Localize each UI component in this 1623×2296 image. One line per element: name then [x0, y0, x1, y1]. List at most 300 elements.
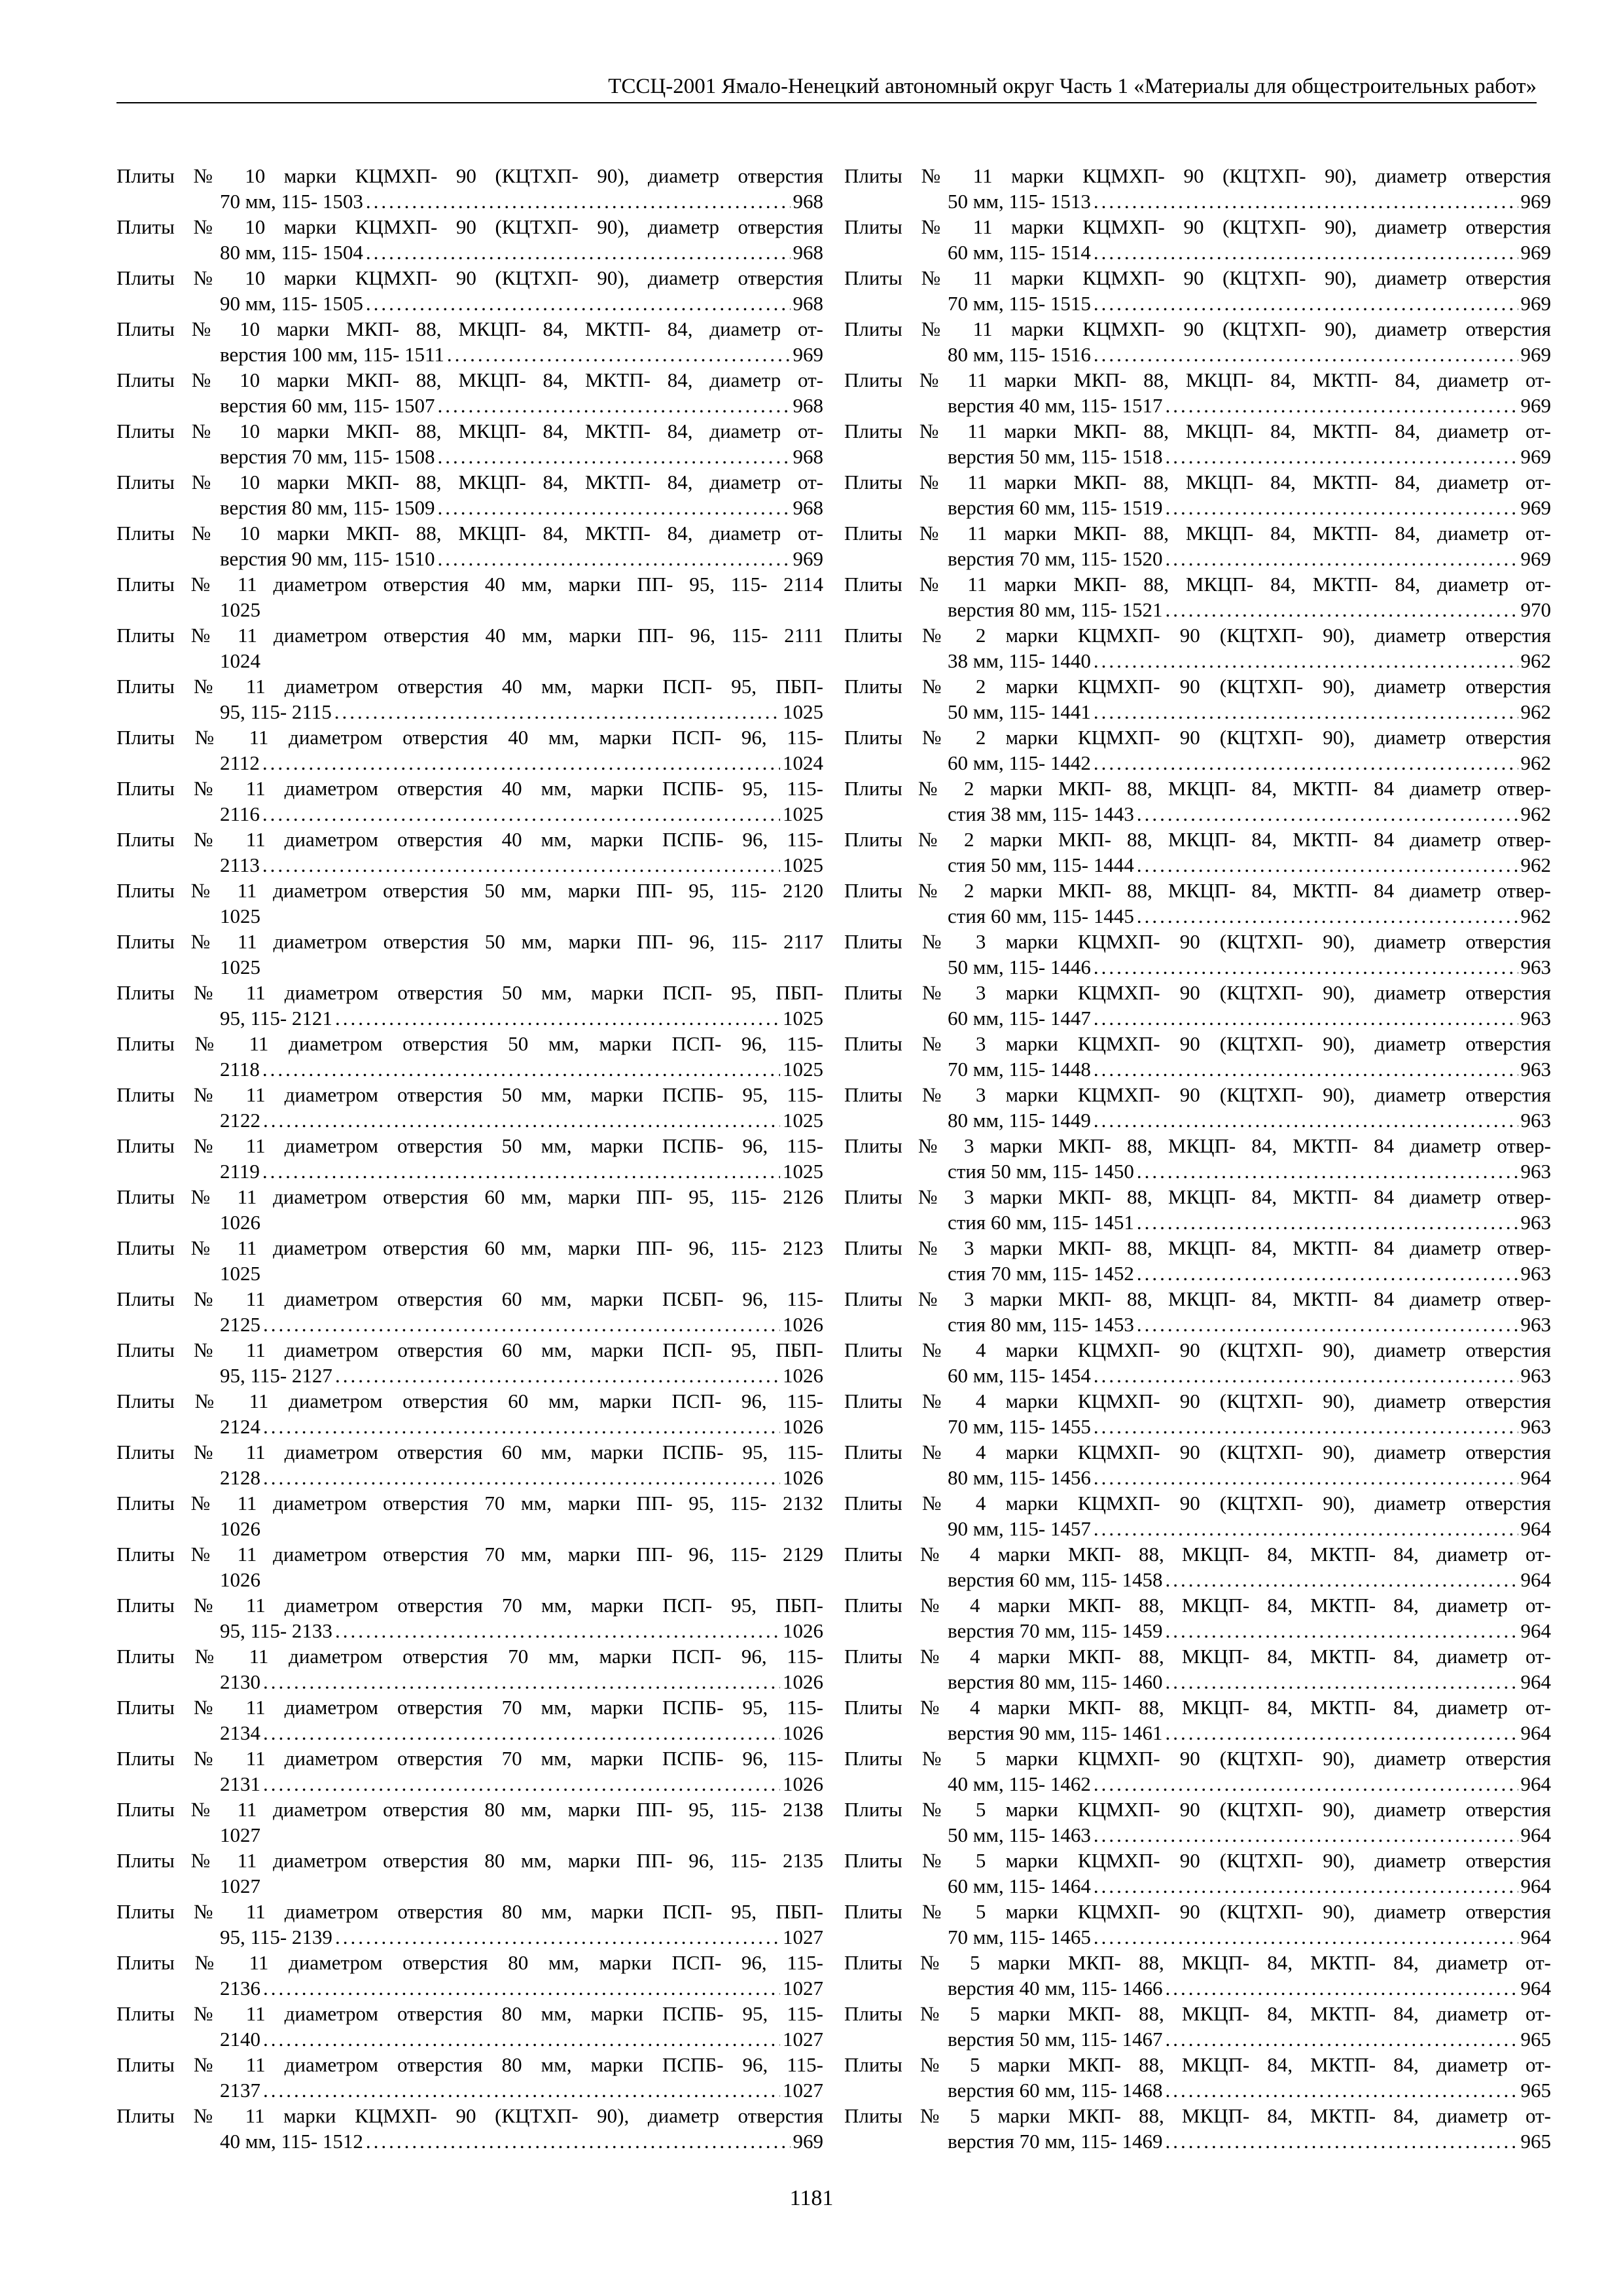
- index-entry-title: Плиты № 2 марки КЦМХП- 90 (КЦТХП- 90), диаметр отверстия: [844, 726, 1551, 749]
- index-entry-code: 2118: [220, 1058, 260, 1081]
- index-entry-code: верстия 40 мм, 115- 1517: [948, 394, 1163, 417]
- index-entry: [844, 827, 1551, 878]
- index-entry-title: Плиты № 11 диаметром отверстия 50 мм, марки ПП- 96, 115- 2117: [116, 930, 823, 953]
- index-entry-title: Плиты № 11 диаметром отверстия 60 мм, марки ПП- 96, 115- 2123: [116, 1236, 823, 1259]
- dot-leader: [1094, 1363, 1518, 1388]
- index-entry-page: 969: [1520, 547, 1551, 570]
- index-entry-page: 963: [1520, 956, 1551, 978]
- index-entry: [116, 622, 823, 673]
- index-entry-title: Плиты № 11 диаметром отверстия 50 мм, марки ПП- 95, 115- 2120: [116, 879, 823, 902]
- index-entry-code: верстия 60 мм, 115- 1458: [948, 1568, 1163, 1591]
- index-entry-page: 964: [1520, 1466, 1551, 1489]
- index-entry: [116, 725, 823, 776]
- index-entry-page: 963: [1520, 1262, 1551, 1285]
- index-entry-continuation: [116, 1363, 823, 1388]
- index-entry: [116, 1797, 823, 1848]
- index-entry: [844, 1388, 1551, 1439]
- dot-leader: [1166, 1975, 1518, 2001]
- index-entry-code: 1026: [220, 1517, 260, 1540]
- index-entry-title: Плиты № 11 диаметром отверстия 70 мм, марки ПСП- 96, 115-: [116, 1645, 823, 1668]
- dot-leader: [366, 2128, 791, 2154]
- index-entry-page: 964: [1520, 1772, 1551, 1795]
- index-entry-continuation: [844, 1618, 1551, 1643]
- index-entry-title: Плиты № 5 марки КЦМХП- 90 (КЦТХП- 90), диаметр отверстия: [844, 1900, 1551, 1923]
- index-entry-code: 40 мм, 115- 1462: [948, 1772, 1091, 1795]
- index-entry: [116, 1746, 823, 1797]
- index-entry-continuation: [116, 546, 823, 571]
- dot-leader: [1094, 1107, 1518, 1133]
- index-entry-page: 1026: [783, 1364, 823, 1387]
- dot-leader: [366, 240, 791, 265]
- index-entry-continuation: [116, 1005, 823, 1031]
- index-entry: [116, 469, 823, 520]
- dot-leader: [263, 1465, 780, 1490]
- index-entry-code: 70 мм, 115- 1515: [948, 292, 1091, 315]
- index-entry-page: 964: [1520, 1721, 1551, 1744]
- index-entry-continuation: [116, 1975, 823, 2001]
- dot-leader: [1166, 2128, 1518, 2154]
- index-entry: [116, 2052, 823, 2103]
- index-entry-page: 968: [793, 241, 823, 264]
- index-entry-continuation: [844, 648, 1551, 673]
- index-entry-code: верстия 90 мм, 115- 1510: [220, 547, 435, 570]
- index-entry: [844, 725, 1551, 776]
- dot-leader: [335, 1924, 780, 1950]
- index-entry-title: Плиты № 11 диаметром отверстия 60 мм, марки ПСП- 95, ПБП-: [116, 1338, 823, 1361]
- index-entry-continuation: [116, 1107, 823, 1133]
- index-entry: [116, 1848, 823, 1899]
- index-entry-continuation: [844, 342, 1551, 367]
- dot-leader: [1166, 2077, 1518, 2103]
- index-entry-page: 965: [1520, 2079, 1551, 2102]
- index-entry-continuation: [844, 954, 1551, 980]
- index-entry-title: Плиты № 5 марки МКП- 88, МКЦП- 84, МКТП- 84, диаметр от-: [844, 2002, 1551, 2025]
- index-entry-page: 969: [793, 343, 823, 366]
- index-entry: [116, 214, 823, 265]
- index-entry-continuation: [844, 597, 1551, 622]
- index-entry-continuation: [844, 1158, 1551, 1184]
- dot-leader: [1166, 2026, 1518, 2052]
- index-entry-page: 969: [1520, 241, 1551, 264]
- index-entry-code: стия 50 мм, 115- 1450: [948, 1160, 1134, 1183]
- index-entry-title: Плиты № 11 диаметром отверстия 60 мм, марки ПП- 95, 115- 2126: [116, 1185, 823, 1208]
- index-entry-title: Плиты № 4 марки МКП- 88, МКЦП- 84, МКТП- 84, диаметр от-: [844, 1696, 1551, 1719]
- index-entry-continuation: [844, 1567, 1551, 1592]
- dot-leader: [1094, 954, 1518, 980]
- index-entry: [116, 1082, 823, 1133]
- index-entry: [844, 1490, 1551, 1541]
- dot-leader: [1094, 1771, 1518, 1797]
- index-entry-title: Плиты № 5 марки МКП- 88, МКЦП- 84, МКТП- 84, диаметр от-: [844, 1951, 1551, 1974]
- index-entry-continuation: [116, 2077, 823, 2103]
- index-entry-code: 1027: [220, 1874, 260, 1897]
- index-entry-page: 1026: [783, 1772, 823, 1795]
- index-entry-code: верстия 60 мм, 115- 1468: [948, 2079, 1163, 2102]
- index-entry-page: 964: [1520, 1619, 1551, 1642]
- dot-leader: [1166, 597, 1518, 622]
- index-entry-page: 1026: [783, 1313, 823, 1336]
- index-entry-page: 962: [1520, 700, 1551, 723]
- index-entry: [116, 1337, 823, 1388]
- index-entry-code: 2130: [220, 1670, 260, 1693]
- index-entry: [116, 673, 823, 725]
- index-entry-page: 963: [1520, 1058, 1551, 1081]
- index-entry-code: 90 мм, 115- 1505: [220, 292, 363, 315]
- index-entry-title: Плиты № 2 марки КЦМХП- 90 (КЦТХП- 90), диаметр отверстия: [844, 624, 1551, 647]
- dot-leader: [1137, 1261, 1518, 1286]
- index-entry-title: Плиты № 11 диаметром отверстия 80 мм, марки ПСП- 96, 115-: [116, 1951, 823, 1974]
- index-entry-continuation: [844, 2077, 1551, 2103]
- index-entry-continuation: [116, 1822, 823, 1848]
- index-entry-title: Плиты № 11 диаметром отверстия 40 мм, марки ПП- 96, 115- 2111: [116, 624, 823, 647]
- index-entry-title: Плиты № 11 диаметром отверстия 50 мм, марки ПСП- 96, 115-: [116, 1032, 823, 1055]
- index-column-right: [844, 163, 1551, 2154]
- index-entry-title: Плиты № 3 марки МКП- 88, МКЦП- 84, МКТП- 84 диаметр отвер-: [844, 1185, 1551, 1208]
- index-entry-code: 60 мм, 115- 1442: [948, 751, 1091, 774]
- dot-leader: [366, 188, 791, 214]
- index-entry-page: 969: [1520, 190, 1551, 213]
- index-entry-code: 2134: [220, 1721, 260, 1744]
- index-entry-page: 1027: [783, 2079, 823, 2102]
- index-entry-continuation: [116, 699, 823, 725]
- index-entry: [844, 1337, 1551, 1388]
- index-entry-code: 1025: [220, 905, 260, 927]
- index-entry-page: 969: [1520, 292, 1551, 315]
- index-entry-title: Плиты № 11 диаметром отверстия 60 мм, марки ПСП- 96, 115-: [116, 1390, 823, 1412]
- index-entry-code: верстия 50 мм, 115- 1467: [948, 2028, 1163, 2051]
- index-entry-title: Плиты № 11 марки МКП- 88, МКЦП- 84, МКТП- 84, диаметр от-: [844, 573, 1551, 596]
- index-entry-title: Плиты № 5 марки КЦМХП- 90 (КЦТХП- 90), диаметр отверстия: [844, 1849, 1551, 1872]
- index-entry-page: 969: [1520, 445, 1551, 468]
- index-entry-title: Плиты № 11 диаметром отверстия 40 мм, марки ПСП- 95, ПБП-: [116, 675, 823, 698]
- index-entry-title: Плиты № 11 марки МКП- 88, МКЦП- 84, МКТП- 84, диаметр от-: [844, 522, 1551, 545]
- index-entry: [116, 367, 823, 418]
- index-entry: [116, 776, 823, 827]
- index-entry-continuation: [116, 291, 823, 316]
- index-entry: [116, 2001, 823, 2052]
- index-entry: [116, 163, 823, 214]
- index-entry-continuation: [116, 1771, 823, 1797]
- index-entry-title: Плиты № 11 марки КЦМХП- 90 (КЦТХП- 90), диаметр отверстия: [844, 317, 1551, 340]
- index-entry-title: Плиты № 11 диаметром отверстия 70 мм, марки ПСПБ- 96, 115-: [116, 1747, 823, 1770]
- index-entry: [116, 827, 823, 878]
- index-entry: [844, 265, 1551, 316]
- index-entry-title: Плиты № 11 марки КЦМХП- 90 (КЦТХП- 90), диаметр отверстия: [844, 164, 1551, 187]
- index-entry-continuation: [844, 903, 1551, 929]
- index-entry-code: 95, 115- 2121: [220, 1007, 332, 1030]
- index-entry-continuation: [116, 1720, 823, 1746]
- dot-leader: [263, 1312, 780, 1337]
- index-entry-page: 969: [1520, 394, 1551, 417]
- index-entry: [116, 1388, 823, 1439]
- dot-leader: [1166, 546, 1518, 571]
- dot-leader: [1094, 648, 1518, 673]
- index-entry-code: верстия 80 мм, 115- 1521: [948, 598, 1163, 621]
- dot-leader: [262, 852, 780, 878]
- index-entry-page: 968: [793, 394, 823, 417]
- index-entry-code: верстия 70 мм, 115- 1459: [948, 1619, 1163, 1642]
- index-entry-title: Плиты № 10 марки КЦМХП- 90 (КЦТХП- 90), диаметр отверстия: [116, 266, 823, 289]
- index-entry-page: 964: [1520, 1823, 1551, 1846]
- index-entry-title: Плиты № 10 марки КЦМХП- 90 (КЦТХП- 90), диаметр отверстия: [116, 215, 823, 238]
- index-entry-continuation: [844, 801, 1551, 827]
- index-entry-title: Плиты № 3 марки КЦМХП- 90 (КЦТХП- 90), диаметр отверстия: [844, 1032, 1551, 1055]
- index-entry-page: 1026: [783, 1466, 823, 1489]
- index-entry: [116, 1592, 823, 1643]
- index-entry-title: Плиты № 11 диаметром отверстия 80 мм, марки ПСПБ- 96, 115-: [116, 2053, 823, 2076]
- index-entry: [116, 1695, 823, 1746]
- index-entry-page: 1025: [783, 1007, 823, 1030]
- index-entry-continuation: [844, 1720, 1551, 1746]
- index-entry-continuation: [116, 1210, 823, 1235]
- index-entry-code: 2136: [220, 1977, 260, 2000]
- index-entry-title: Плиты № 11 диаметром отверстия 40 мм, марки ПСПБ- 96, 115-: [116, 828, 823, 851]
- dot-leader: [1166, 1720, 1518, 1746]
- dot-leader: [334, 699, 780, 725]
- index-entry-code: 50 мм, 115- 1446: [948, 956, 1091, 978]
- index-entry-page: 1027: [783, 1926, 823, 1948]
- index-entry: [844, 1286, 1551, 1337]
- index-entry: [116, 1439, 823, 1490]
- index-entry-title: Плиты № 10 марки МКП- 88, МКЦП- 84, МКТП- 84, диаметр от-: [116, 317, 823, 340]
- index-entry-page: 968: [793, 496, 823, 519]
- dot-leader: [438, 393, 791, 418]
- dot-leader: [1137, 1312, 1518, 1337]
- index-entry-continuation: [116, 1669, 823, 1695]
- dot-leader: [1137, 903, 1518, 929]
- index-entry-title: Плиты № 11 диаметром отверстия 70 мм, марки ПП- 95, 115- 2132: [116, 1492, 823, 1515]
- index-entry-continuation: [116, 1516, 823, 1541]
- index-entry: [844, 673, 1551, 725]
- index-entry-page: 1025: [783, 1058, 823, 1081]
- index-entry: [844, 878, 1551, 929]
- index-entry-continuation: [844, 546, 1551, 571]
- index-entry-page: 965: [1520, 2130, 1551, 2153]
- index-entry-code: 1025: [220, 1262, 260, 1285]
- dot-leader: [263, 1975, 780, 2001]
- index-entry-code: верстия 70 мм, 115- 1508: [220, 445, 435, 468]
- index-entry-code: 70 мм, 115- 1503: [220, 190, 363, 213]
- index-entry-page: 970: [1520, 598, 1551, 621]
- index-entry-title: Плиты № 5 марки МКП- 88, МКЦП- 84, МКТП- 84, диаметр от-: [844, 2104, 1551, 2127]
- index-entry-code: 50 мм, 115- 1513: [948, 190, 1091, 213]
- index-entry-title: Плиты № 4 марки МКП- 88, МКЦП- 84, МКТП- 84, диаметр от-: [844, 1594, 1551, 1617]
- index-entry-code: верстия 100 мм, 115- 1511: [220, 343, 444, 366]
- dot-leader: [1137, 852, 1518, 878]
- index-entry: [844, 929, 1551, 980]
- index-entry-continuation: [844, 699, 1551, 725]
- index-entry-title: Плиты № 10 марки КЦМХП- 90 (КЦТХП- 90), диаметр отверстия: [116, 164, 823, 187]
- index-entry-page: 962: [1520, 853, 1551, 876]
- index-entry-title: Плиты № 11 диаметром отверстия 40 мм, марки ПП- 95, 115- 2114: [116, 573, 823, 596]
- dot-leader: [1094, 1924, 1518, 1950]
- index-entry-code: 60 мм, 115- 1464: [948, 1874, 1091, 1897]
- index-entry-continuation: [844, 1261, 1551, 1286]
- index-entry-continuation: [844, 1975, 1551, 2001]
- dot-leader: [263, 1669, 780, 1695]
- index-entry-page: 962: [1520, 751, 1551, 774]
- index-entry: [844, 622, 1551, 673]
- index-entry-code: 2122: [220, 1109, 260, 1132]
- index-entry-continuation: [116, 1056, 823, 1082]
- index-entry-page: 964: [1520, 1977, 1551, 2000]
- index-entry-code: 1025: [220, 956, 260, 978]
- dot-leader: [335, 1005, 780, 1031]
- index-entry-continuation: [116, 1924, 823, 1950]
- index-entry-title: Плиты № 11 марки КЦМХП- 90 (КЦТХП- 90), диаметр отверстия: [844, 266, 1551, 289]
- index-entry: [116, 929, 823, 980]
- index-entry-continuation: [844, 2128, 1551, 2154]
- index-entry-title: Плиты № 2 марки МКП- 88, МКЦП- 84, МКТП- 84 диаметр отвер-: [844, 879, 1551, 902]
- index-entry-title: Плиты № 4 марки МКП- 88, МКЦП- 84, МКТП- 84, диаметр от-: [844, 1543, 1551, 1566]
- index-entry-title: Плиты № 2 марки КЦМХП- 90 (КЦТХП- 90), диаметр отверстия: [844, 675, 1551, 698]
- index-entry: [116, 1031, 823, 1082]
- index-entry-title: Плиты № 11 диаметром отверстия 80 мм, марки ПП- 96, 115- 2135: [116, 1849, 823, 1872]
- index-entry-continuation: [844, 1465, 1551, 1490]
- index-entry-title: Плиты № 11 марки МКП- 88, МКЦП- 84, МКТП- 84, диаметр от-: [844, 420, 1551, 442]
- index-entry-title: Плиты № 4 марки КЦМХП- 90 (КЦТХП- 90), диаметр отверстия: [844, 1492, 1551, 1515]
- index-entry-page: 963: [1520, 1415, 1551, 1438]
- index-entry-code: 50 мм, 115- 1463: [948, 1823, 1091, 1846]
- dot-leader: [1094, 1005, 1518, 1031]
- index-entry-page: 1026: [783, 1619, 823, 1642]
- index-entry-page: 964: [1520, 1874, 1551, 1897]
- index-entry: [844, 1235, 1551, 1286]
- index-entry: [116, 1643, 823, 1695]
- index-entry-continuation: [844, 1005, 1551, 1031]
- index-entry: [844, 1541, 1551, 1592]
- index-entry-title: Плиты № 4 марки МКП- 88, МКЦП- 84, МКТП- 84, диаметр от-: [844, 1645, 1551, 1668]
- index-entry-page: 969: [793, 2130, 823, 2153]
- index-entry-page: 962: [1520, 905, 1551, 927]
- index-entry-continuation: [844, 291, 1551, 316]
- dot-leader: [262, 1158, 780, 1184]
- index-entry-page: 963: [1520, 1364, 1551, 1387]
- page-number: 1181: [789, 2186, 834, 2210]
- index-entry: [844, 1082, 1551, 1133]
- index-entry-code: 2119: [220, 1160, 260, 1183]
- index-entry-page: 968: [793, 292, 823, 315]
- index-entry-continuation: [844, 750, 1551, 776]
- index-entry: [844, 1797, 1551, 1848]
- index-entry: [844, 469, 1551, 520]
- index-entry-code: 60 мм, 115- 1454: [948, 1364, 1091, 1387]
- index-entry-code: 60 мм, 115- 1514: [948, 241, 1091, 264]
- index-entry-continuation: [116, 444, 823, 469]
- index-entry-continuation: [844, 1669, 1551, 1695]
- index-entry-continuation: [116, 1414, 823, 1439]
- index-entry-continuation: [844, 1107, 1551, 1133]
- index-entry-title: Плиты № 11 диаметром отверстия 40 мм, марки ПСПБ- 95, 115-: [116, 777, 823, 800]
- index-entry-continuation: [116, 188, 823, 214]
- index-entry-continuation: [844, 1056, 1551, 1082]
- index-entry-code: 50 мм, 115- 1441: [948, 700, 1091, 723]
- index-entry-title: Плиты № 11 диаметром отверстия 50 мм, марки ПСПБ- 96, 115-: [116, 1134, 823, 1157]
- index-entry-continuation: [844, 1363, 1551, 1388]
- index-entry-title: Плиты № 11 диаметром отверстия 50 мм, марки ПСП- 95, ПБП-: [116, 981, 823, 1004]
- index-entry-code: 80 мм, 115- 1516: [948, 343, 1091, 366]
- index-entry-page: 964: [1520, 1568, 1551, 1591]
- dot-leader: [263, 1771, 780, 1797]
- index-entry-code: 1026: [220, 1211, 260, 1234]
- index-entry-page: 963: [1520, 1313, 1551, 1336]
- index-entry-continuation: [116, 342, 823, 367]
- index-entry: [844, 1848, 1551, 1899]
- index-entry-code: верстия 50 мм, 115- 1518: [948, 445, 1163, 468]
- index-entry: [116, 418, 823, 469]
- index-entry-page: 969: [1520, 496, 1551, 519]
- index-entry-title: Плиты № 3 марки КЦМХП- 90 (КЦТХП- 90), диаметр отверстия: [844, 1083, 1551, 1106]
- index-entry: [116, 265, 823, 316]
- index-entry-code: 95, 115- 2127: [220, 1364, 332, 1387]
- index-entry-code: 70 мм, 115- 1465: [948, 1926, 1091, 1948]
- index-entry-title: Плиты № 11 диаметром отверстия 70 мм, марки ПСП- 95, ПБП-: [116, 1594, 823, 1617]
- index-entry-page: 963: [1520, 1109, 1551, 1132]
- index-entry: [844, 214, 1551, 265]
- index-entry-code: 1027: [220, 1823, 260, 1846]
- index-entry: [844, 1695, 1551, 1746]
- dot-leader: [262, 801, 780, 827]
- index-entry-code: 2113: [220, 853, 260, 876]
- dot-leader: [1094, 1414, 1518, 1439]
- index-entry-code: верстия 70 мм, 115- 1469: [948, 2130, 1163, 2153]
- index-entry-page: 1025: [783, 802, 823, 825]
- index-entry: [116, 878, 823, 929]
- index-entry-continuation: [116, 495, 823, 520]
- index-entry-continuation: [116, 597, 823, 622]
- dot-leader: [1137, 801, 1518, 827]
- index-entry-title: Плиты № 10 марки МКП- 88, МКЦП- 84, МКТП- 84, диаметр от-: [116, 420, 823, 442]
- index-entry-code: 70 мм, 115- 1455: [948, 1415, 1091, 1438]
- index-entry: [116, 1235, 823, 1286]
- index-entry-title: Плиты № 5 марки КЦМХП- 90 (КЦТХП- 90), диаметр отверстия: [844, 1798, 1551, 1821]
- index-entry-code: 1026: [220, 1568, 260, 1591]
- index-entry: [116, 1133, 823, 1184]
- index-entry-continuation: [844, 1210, 1551, 1235]
- dot-leader: [438, 444, 791, 469]
- index-entry: [844, 367, 1551, 418]
- index-entry-continuation: [844, 1873, 1551, 1899]
- index-entry-title: Плиты № 11 диаметром отверстия 80 мм, марки ПСПБ- 95, 115-: [116, 2002, 823, 2025]
- index-entry: [116, 316, 823, 367]
- index-entry-code: 2124: [220, 1415, 260, 1438]
- index-entry-code: стия 50 мм, 115- 1444: [948, 853, 1134, 876]
- index-entry-continuation: [116, 1567, 823, 1592]
- index-entry: [116, 1899, 823, 1950]
- dot-leader: [1094, 188, 1518, 214]
- index-entry-continuation: [844, 1822, 1551, 1848]
- index-entry-continuation: [116, 750, 823, 776]
- dot-leader: [1166, 444, 1518, 469]
- index-entry-continuation: [116, 393, 823, 418]
- index-entry-title: Плиты № 10 марки МКП- 88, МКЦП- 84, МКТП- 84, диаметр от-: [116, 522, 823, 545]
- dot-leader: [1166, 393, 1518, 418]
- index-entry-code: 1025: [220, 598, 260, 621]
- dot-leader: [1166, 1567, 1518, 1592]
- index-entry-title: Плиты № 11 диаметром отверстия 70 мм, марки ПСПБ- 95, 115-: [116, 1696, 823, 1719]
- index-entry: [844, 418, 1551, 469]
- index-entry-title: Плиты № 4 марки КЦМХП- 90 (КЦТХП- 90), диаметр отверстия: [844, 1338, 1551, 1361]
- index-entry-code: 2128: [220, 1466, 260, 1489]
- index-entry-title: Плиты № 10 марки МКП- 88, МКЦП- 84, МКТП- 84, диаметр от-: [116, 368, 823, 391]
- index-entry: [116, 1286, 823, 1337]
- dot-leader: [1094, 750, 1518, 776]
- dot-leader: [335, 1618, 780, 1643]
- dot-leader: [1094, 291, 1518, 316]
- dot-leader: [1137, 1158, 1518, 1184]
- dot-leader: [262, 1056, 780, 1082]
- index-entry-code: 80 мм, 115- 1504: [220, 241, 363, 264]
